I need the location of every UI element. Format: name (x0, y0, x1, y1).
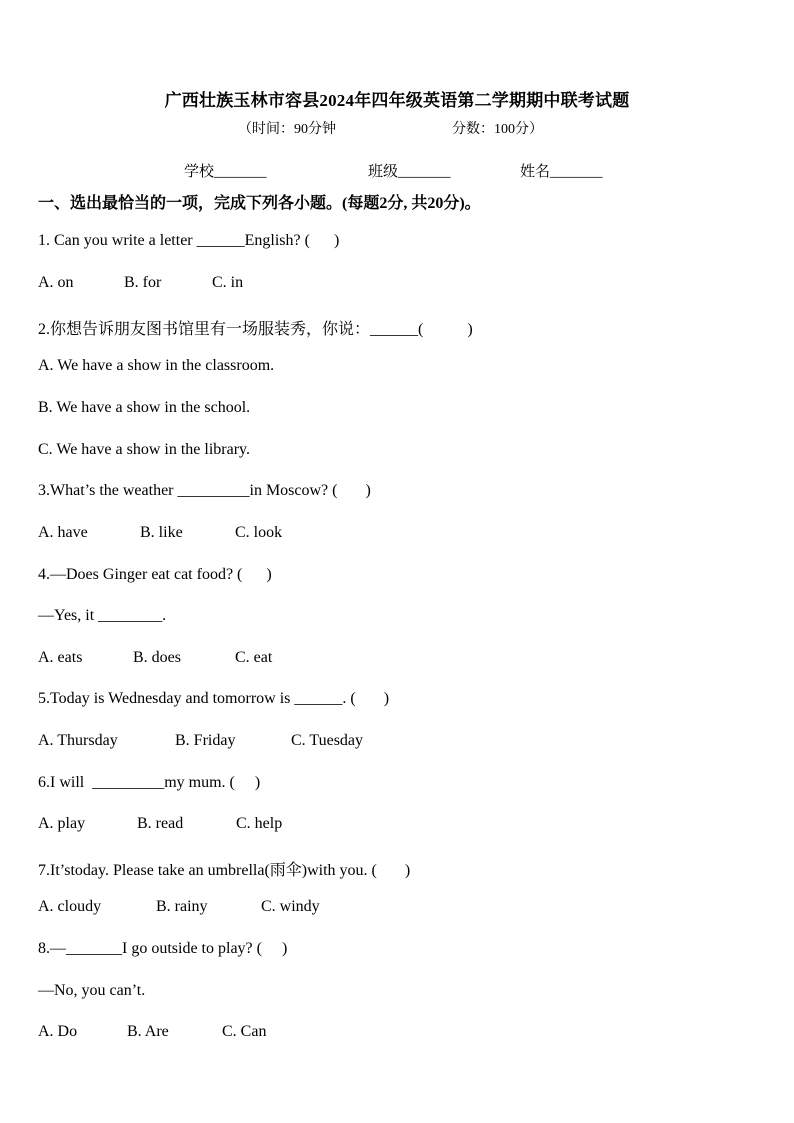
question-8-option-b: B. Are (127, 1023, 169, 1040)
question-6-option-c: C. help (236, 815, 283, 832)
question-4-option-a: A. eats (38, 649, 83, 666)
question-1-option-b: B. for (124, 274, 162, 291)
exam-time: （时间：90分钟 (238, 122, 336, 137)
question-1-option-c: C. in (212, 274, 244, 291)
question-2-option-a: A. We have a show in the classroom. (38, 357, 275, 374)
question-5-stem: 5.Today is Wednesday and tomorrow is ______. ( ) (38, 690, 390, 707)
question-6-option-a: A. play (38, 815, 86, 832)
question-1-option-a: A. on (38, 274, 74, 291)
question-3-option-c: C. look (235, 524, 283, 541)
question-4-option-b: B. does (133, 649, 181, 666)
question-2-option-c: C. We have a show in the library. (38, 441, 250, 458)
question-5-option-c: C. Tuesday (291, 732, 364, 749)
question-8-reply: —No, you can’t. (38, 982, 146, 999)
question-7-option-a: A. cloudy (38, 898, 102, 915)
question-4-stem: 4.—Does Ginger eat cat food? ( ) (38, 566, 272, 583)
question-3-option-b: B. like (140, 524, 183, 541)
question-3-stem: 3.What’s the weather _________in Moscow? ( ) (38, 482, 371, 499)
question-2-stem: 2.你想告诉朋友图书馆里有一场服装秀，你说：______( ) (38, 321, 473, 338)
exam-score: 分数：100分） (452, 122, 543, 137)
question-8-option-c: C. Can (222, 1023, 267, 1040)
question-6-option-b: B. read (137, 815, 184, 832)
question-8-stem: 8.—_______I go outside to play? ( ) (38, 940, 288, 957)
exam-title: 广西壮族玉林市容县2024年四年级英语第二学期期中联考试题 (164, 91, 630, 110)
question-6-stem: 6.I will _________my mum. ( ) (38, 774, 261, 791)
question-3-option-a: A. have (38, 524, 88, 541)
question-4-reply: —Yes, it ________. (38, 607, 167, 624)
question-7-stem: 7.It’stoday. Please take an umbrella(雨伞)with you. ( ) (38, 862, 411, 879)
class-field: 班级_______ (368, 164, 451, 180)
school-field: 学校_______ (184, 164, 267, 180)
question-4-option-c: C. eat (235, 649, 273, 666)
name-field: 姓名_______ (520, 164, 603, 180)
question-5-option-a: A. Thursday (38, 732, 118, 749)
question-1-stem: 1. Can you write a letter ______English? ( ) (38, 232, 340, 249)
question-7-option-c: C. windy (261, 898, 320, 915)
question-2-option-b: B. We have a show in the school. (38, 399, 251, 416)
question-5-option-b: B. Friday (175, 732, 236, 749)
section-title: 一、选出最恰当的一项，完成下列各小题。(每题2分, 共20分)。 (38, 195, 481, 212)
question-7-option-b: B. rainy (156, 898, 208, 915)
question-8-option-a: A. Do (38, 1023, 78, 1040)
